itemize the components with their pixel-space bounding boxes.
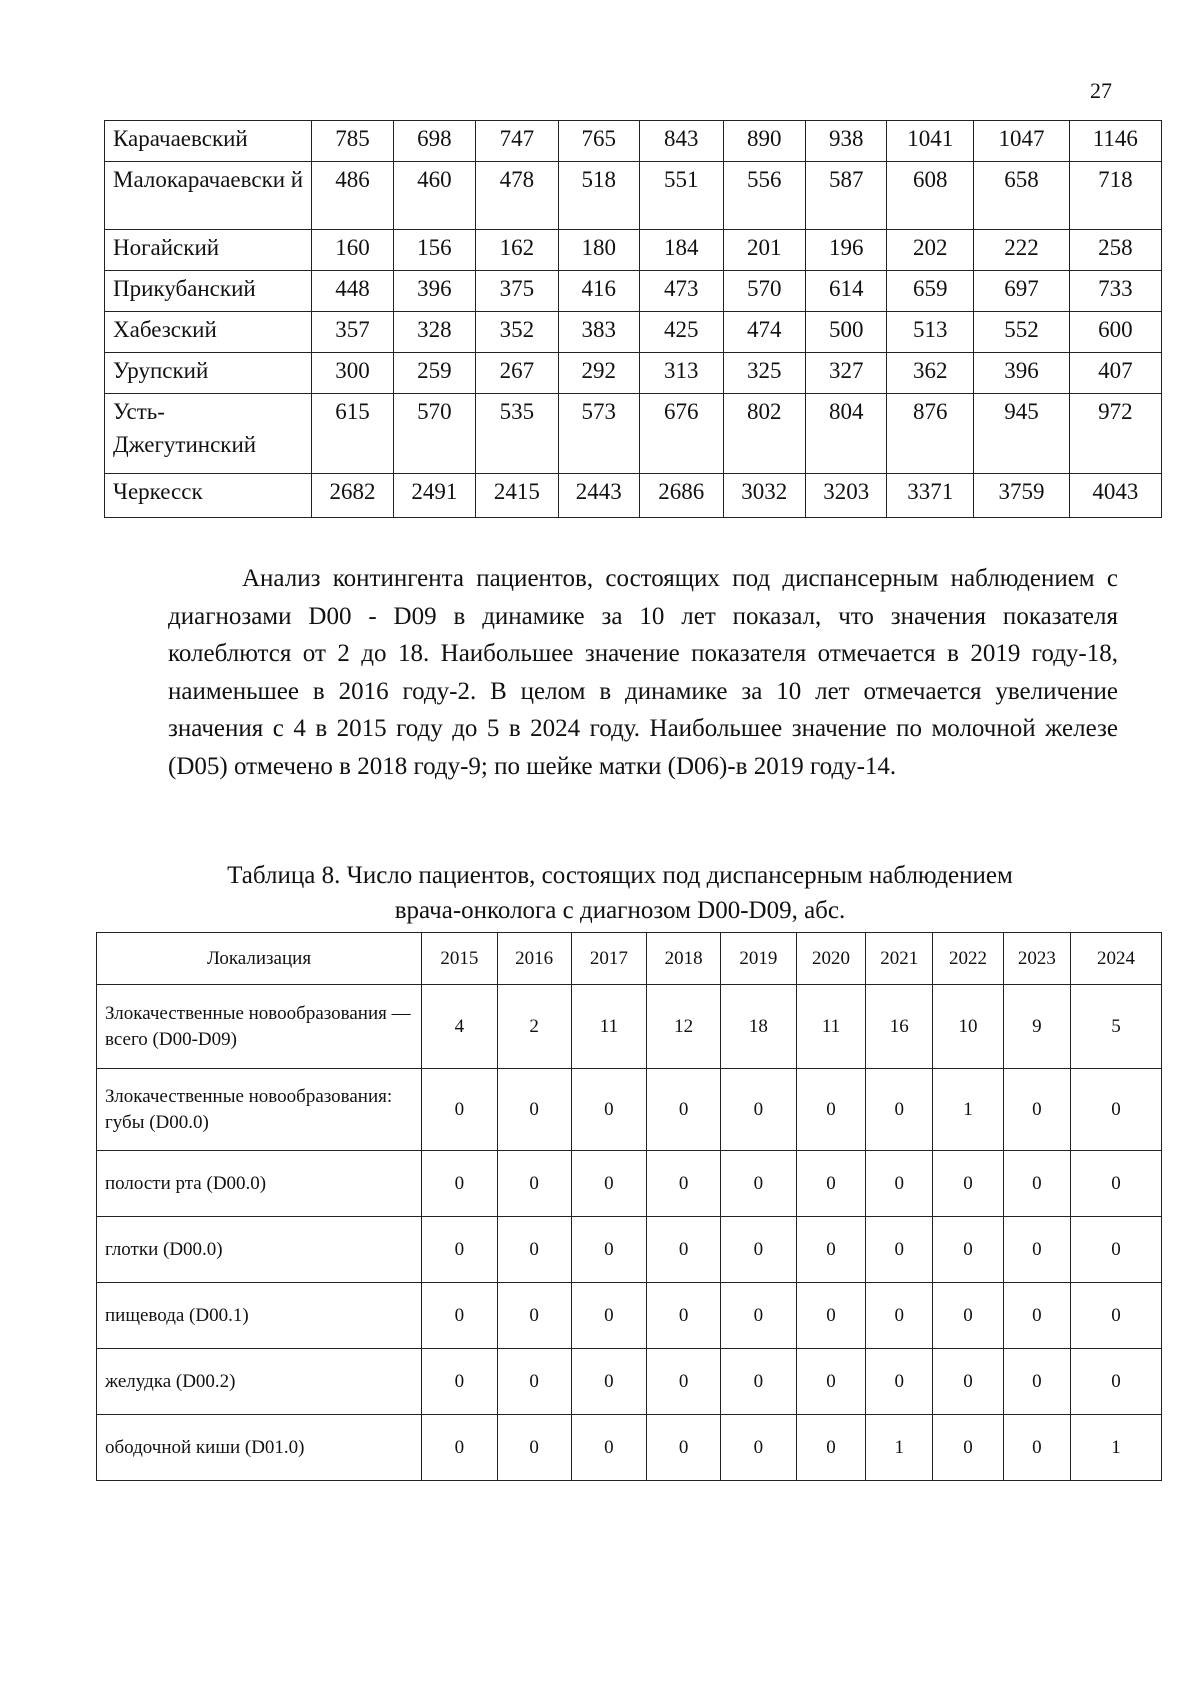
table-cell: 551 [639, 162, 723, 230]
table-cell: 0 [497, 1349, 571, 1415]
table-cell: 0 [1003, 1283, 1070, 1349]
table-cell: 258 [1069, 230, 1161, 271]
table-cell: 587 [806, 162, 887, 230]
table-cell: 0 [497, 1283, 571, 1349]
table-cell: 658 [974, 162, 1069, 230]
table-cell: 556 [723, 162, 805, 230]
table-row [97, 985, 1162, 1069]
table-cell: 180 [558, 230, 639, 271]
table-row [97, 1415, 1162, 1481]
table-cell: 0 [1070, 1217, 1161, 1283]
table-cell: 843 [639, 121, 723, 162]
column-header: Локализация [97, 933, 422, 985]
column-header: 2020 [796, 933, 865, 985]
table-cell: 0 [796, 1349, 865, 1415]
table-cell: 697 [974, 271, 1069, 312]
table-cell: 0 [571, 1217, 647, 1283]
table-cell: 2415 [476, 474, 558, 518]
table-cell: 0 [933, 1415, 1003, 1481]
table-cell: 5 [1070, 985, 1161, 1069]
table-cell: 0 [571, 1283, 647, 1349]
table-cell: 3759 [974, 474, 1069, 518]
table-cell: 0 [1003, 1151, 1070, 1217]
localization-name: пищевода (D00.1) [97, 1283, 422, 1349]
table-row [105, 394, 1162, 474]
column-header: 2017 [571, 933, 647, 985]
table-cell: 0 [866, 1151, 933, 1217]
table-cell: 0 [497, 1415, 571, 1481]
table-cell: 4043 [1069, 474, 1161, 518]
table-cell: 9 [1003, 985, 1070, 1069]
table-cell: 608 [887, 162, 974, 230]
table-cell: 0 [721, 1283, 797, 1349]
district-name: Малокарачаевски й [105, 162, 312, 230]
table-cell: 0 [721, 1415, 797, 1481]
table-cell: 328 [393, 312, 475, 353]
table-cell: 448 [312, 271, 393, 312]
table-cell: 804 [806, 394, 887, 474]
table-cell: 938 [806, 121, 887, 162]
table-cell: 0 [1003, 1069, 1070, 1151]
localization-name: желудка (D00.2) [97, 1349, 422, 1415]
table-cell: 2682 [312, 474, 393, 518]
table-cell: 0 [422, 1349, 498, 1415]
table-cell: 156 [393, 230, 475, 271]
table-cell: 0 [647, 1151, 721, 1217]
table-cell: 0 [422, 1151, 498, 1217]
table-row [105, 121, 1162, 162]
table-cell: 478 [476, 162, 558, 230]
table-cell: 573 [558, 394, 639, 474]
table-cell: 0 [571, 1415, 647, 1481]
table-cell: 473 [639, 271, 723, 312]
table-cell: 2686 [639, 474, 723, 518]
table-cell: 0 [796, 1151, 865, 1217]
table-cell: 196 [806, 230, 887, 271]
column-header: 2021 [866, 933, 933, 985]
table-row [97, 1217, 1162, 1283]
district-name: Ногайский [105, 230, 312, 271]
table-cell: 972 [1069, 394, 1161, 474]
district-name: Усть-Джегутинский [105, 394, 312, 474]
column-header: 2022 [933, 933, 1003, 985]
table-cell: 2443 [558, 474, 639, 518]
table-cell: 18 [721, 985, 797, 1069]
table-cell: 325 [723, 353, 805, 394]
table-cell: 0 [1003, 1415, 1070, 1481]
table-cell: 407 [1069, 353, 1161, 394]
table-row [97, 1349, 1162, 1415]
localization-name: Злокачественные новообразования — всего (D00-D09) [97, 985, 422, 1069]
table-cell: 362 [887, 353, 974, 394]
table-cell: 292 [558, 353, 639, 394]
localization-name: ободочной киши (D01.0) [97, 1415, 422, 1481]
table-cell: 327 [806, 353, 887, 394]
table-cell: 747 [476, 121, 558, 162]
table-cell: 222 [974, 230, 1069, 271]
table-cell: 0 [1003, 1349, 1070, 1415]
column-header: 2024 [1070, 933, 1161, 985]
table-cell: 300 [312, 353, 393, 394]
table-cell: 3032 [723, 474, 805, 518]
district-table [104, 120, 1162, 518]
table-cell: 698 [393, 121, 475, 162]
table-cell: 0 [647, 1283, 721, 1349]
table-cell: 0 [647, 1217, 721, 1283]
table-caption [180, 858, 1060, 928]
table-cell: 0 [866, 1069, 933, 1151]
table-cell: 0 [571, 1151, 647, 1217]
column-header: 2016 [497, 933, 571, 985]
table-cell: 785 [312, 121, 393, 162]
table-cell: 0 [721, 1349, 797, 1415]
table-cell: 162 [476, 230, 558, 271]
table-cell: 0 [497, 1151, 571, 1217]
table-cell: 11 [571, 985, 647, 1069]
table-cell: 16 [866, 985, 933, 1069]
table-cell: 0 [866, 1349, 933, 1415]
table-row [105, 474, 1162, 518]
table-cell: 3371 [887, 474, 974, 518]
table-cell: 0 [647, 1069, 721, 1151]
table-row [105, 271, 1162, 312]
table-cell: 659 [887, 271, 974, 312]
table-row [105, 162, 1162, 230]
table-cell: 890 [723, 121, 805, 162]
table-cell: 313 [639, 353, 723, 394]
column-header: 2018 [647, 933, 721, 985]
table-cell: 3203 [806, 474, 887, 518]
table-cell: 259 [393, 353, 475, 394]
table-cell: 733 [1069, 271, 1161, 312]
table-cell: 802 [723, 394, 805, 474]
table-cell: 267 [476, 353, 558, 394]
district-name: Прикубанский [105, 271, 312, 312]
table-cell: 0 [647, 1349, 721, 1415]
table-cell: 765 [558, 121, 639, 162]
table-cell: 10 [933, 985, 1003, 1069]
table-row [105, 312, 1162, 353]
table-cell: 0 [796, 1217, 865, 1283]
table-cell: 518 [558, 162, 639, 230]
district-name: Черкесск [105, 474, 312, 518]
localization-name: полости рта (D00.0) [97, 1151, 422, 1217]
table-cell: 676 [639, 394, 723, 474]
table-cell: 0 [933, 1349, 1003, 1415]
table-cell: 396 [974, 353, 1069, 394]
page-number: 27 [1090, 78, 1112, 103]
table-cell: 0 [422, 1069, 498, 1151]
table-cell: 416 [558, 271, 639, 312]
table-cell: 570 [393, 394, 475, 474]
table-cell: 0 [866, 1217, 933, 1283]
column-header: 2023 [1003, 933, 1070, 985]
table-cell: 1 [1070, 1415, 1161, 1481]
table-row [105, 353, 1162, 394]
column-header: 2019 [721, 933, 797, 985]
table-cell: 1041 [887, 121, 974, 162]
table-cell: 0 [647, 1415, 721, 1481]
localization-name: глотки (D00.0) [97, 1217, 422, 1283]
table-cell: 11 [796, 985, 865, 1069]
table-cell: 474 [723, 312, 805, 353]
table-cell: 201 [723, 230, 805, 271]
table-cell: 0 [721, 1069, 797, 1151]
table-cell: 0 [422, 1217, 498, 1283]
localization-table [96, 932, 1162, 1481]
table-cell: 425 [639, 312, 723, 353]
table-header-row [97, 933, 1162, 985]
table-cell: 12 [647, 985, 721, 1069]
table-cell: 160 [312, 230, 393, 271]
table-cell: 0 [422, 1415, 498, 1481]
table-cell: 2491 [393, 474, 475, 518]
table-row [97, 1069, 1162, 1151]
table-cell: 535 [476, 394, 558, 474]
table-cell: 552 [974, 312, 1069, 353]
table-cell: 375 [476, 271, 558, 312]
table-cell: 614 [806, 271, 887, 312]
district-name: Карачаевский [105, 121, 312, 162]
table-cell: 1 [866, 1415, 933, 1481]
table-cell: 0 [497, 1069, 571, 1151]
table-cell: 0 [721, 1217, 797, 1283]
table-cell: 184 [639, 230, 723, 271]
table-cell: 0 [866, 1283, 933, 1349]
table-cell: 0 [933, 1217, 1003, 1283]
table-cell: 2 [497, 985, 571, 1069]
table-cell: 500 [806, 312, 887, 353]
table-cell: 4 [422, 985, 498, 1069]
table-cell: 0 [571, 1349, 647, 1415]
table-cell: 513 [887, 312, 974, 353]
table-cell: 600 [1069, 312, 1161, 353]
table-cell: 570 [723, 271, 805, 312]
table-cell: 0 [571, 1069, 647, 1151]
localization-name: Злокачественные новообразования: губы (D00.0) [97, 1069, 422, 1151]
table-cell: 0 [1003, 1217, 1070, 1283]
table-cell: 383 [558, 312, 639, 353]
table-cell: 876 [887, 394, 974, 474]
table-cell: 0 [422, 1283, 498, 1349]
table-cell: 0 [933, 1283, 1003, 1349]
table-cell: 486 [312, 162, 393, 230]
table-cell: 352 [476, 312, 558, 353]
table-cell: 0 [796, 1283, 865, 1349]
table-cell: 460 [393, 162, 475, 230]
table-cell: 0 [796, 1069, 865, 1151]
caption-line-1: Таблица 8. Число пациентов, состоящих под диспансерным наблюдением [227, 862, 1013, 889]
table-cell: 1146 [1069, 121, 1161, 162]
table-cell: 357 [312, 312, 393, 353]
district-name: Хабезский [105, 312, 312, 353]
analysis-paragraph: Анализ контингента пациентов, состоящих под диспансерным наблюдением с диагнозами D00 - D09 в динамике за 10 лет показал, что значения показателя колеблются от 2 до 18. Наибольшее значение показателя отмечается в 2019 году-18, наименьшее в 2016 году-2. В целом в динамике за 10 лет отмечается увеличение значения с 4 в 2015 году до 5 в 2024 году. Наибольшее значение по молочной железе (D05) отмечено в 2018 году-9; по шейке матки (D06)-в 2019 году-14. [168, 565, 1118, 780]
table-cell: 0 [721, 1151, 797, 1217]
table-cell: 0 [497, 1217, 571, 1283]
table-cell: 615 [312, 394, 393, 474]
table-cell: 0 [1070, 1283, 1161, 1349]
table-row [105, 230, 1162, 271]
table-cell: 1 [933, 1069, 1003, 1151]
table-row [97, 1283, 1162, 1349]
table-cell: 0 [1070, 1349, 1161, 1415]
table-cell: 0 [933, 1151, 1003, 1217]
table-cell: 0 [796, 1415, 865, 1481]
table-cell: 1047 [974, 121, 1069, 162]
caption-line-2: врача-онколога с диагнозом D00-D09, абс. [394, 897, 846, 924]
table-cell: 945 [974, 394, 1069, 474]
table-cell: 0 [1070, 1069, 1161, 1151]
table-row [97, 1151, 1162, 1217]
column-header: 2015 [422, 933, 498, 985]
table-cell: 202 [887, 230, 974, 271]
table-cell: 396 [393, 271, 475, 312]
table-cell: 718 [1069, 162, 1161, 230]
district-name: Урупский [105, 353, 312, 394]
table-cell: 0 [1070, 1151, 1161, 1217]
